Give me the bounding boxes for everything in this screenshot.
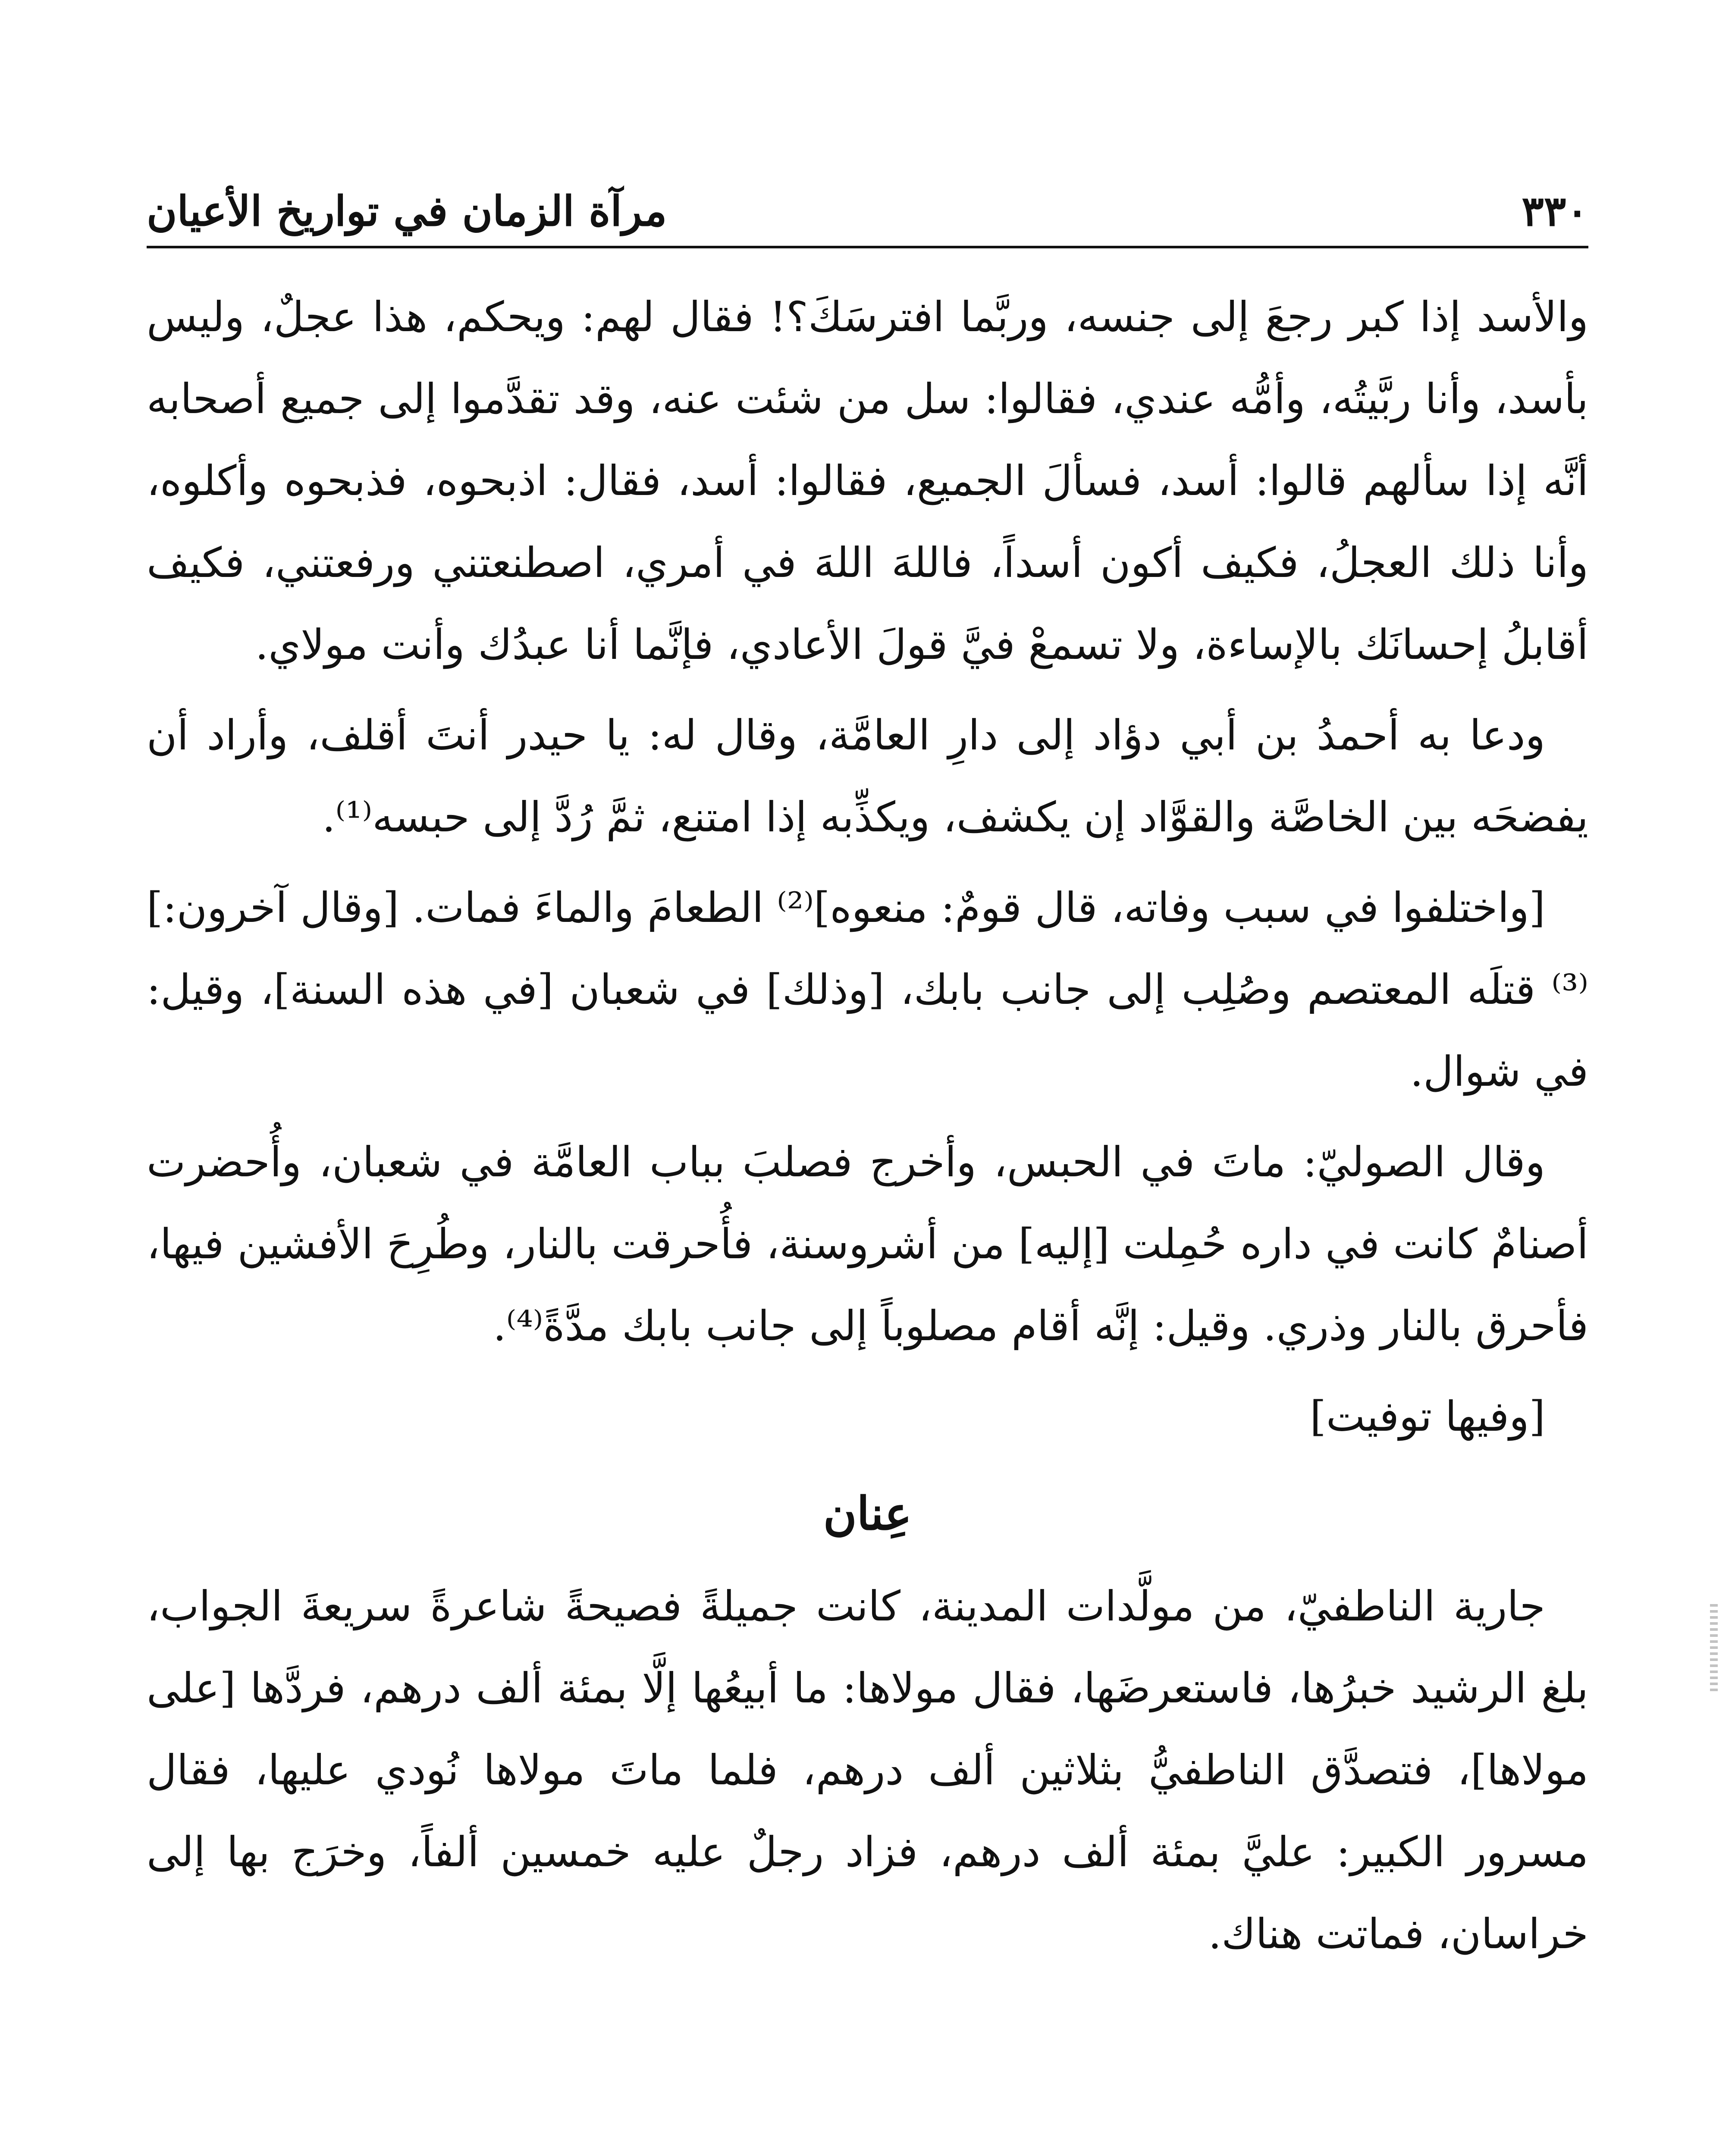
main-text <box>147 276 1588 1984</box>
page-header <box>147 181 1588 248</box>
running-title: مرآة الزمان في تواريخ الأعيان <box>147 187 667 235</box>
section-paragraph: جارية الناطفيّ، من مولَّدات المدينة، كانت جميلةً فصيحةً شاعرةً سريعةَ الجواب، بلغ الرشيد خبرُها، فاستعرضَها، فقال مولاها: ما أبيعُها إلَّا بمئة ألف درهم، فردَّها [على مولاها]، فتصدَّق الناطفيُّ بثلاثين ألف درهم، فلما ماتَ مولاها نُودي عليها، فقال مسرور الكبير: عليَّ بمئة ألف درهم، فزاد رجلٌ عليه خمسين ألفاً، وخرَج بها إلى خراسان، فماتت هناك. <box>147 1582 1589 1958</box>
section-title: عِنان <box>823 1486 912 1540</box>
margin-scan-mark <box>1710 1604 1718 1695</box>
paragraph-1: والأسد إذا كبر رجعَ إلى جنسه، وربَّما افترسَكَ؟! فقال لهم: ويحكم، هذا عجلٌ، وليس بأسد، وأنا ربَّيتُه، وأمُّه عندي، فقالوا: سل من شئت عنه، وقد تقدَّموا إلى جميع أصحابه أنَّه إذا سألهم قالوا: أسد، فسألَ الجميع، فقالوا: أسد، فقال: اذبحوه، فذبحوه وأكلوه، وأنا ذلك العجلُ، فكيف أكون أسداً، فاللهَ اللهَ في أمري، اصطنعتني ورفعتني، فكيف أقابلُ إحسانَك بالإساءة، ولا تسمعْ فيَّ قولَ الأعادي، فإنَّما أنا عبدُك وأنت مولاي. <box>147 293 1589 669</box>
paragraph-3: [واختلفوا في سبب وفاته، قال قومٌ: منعوه]⁽²⁾ الطعامَ والماءَ فمات. [وقال آخرون:]⁽³⁾ قتلَه المعتصم وصُلِب إلى جانب بابك، [وذلك] في شعبان [في هذه السنة]، وقيل: في شوال. <box>147 884 1589 1096</box>
paragraph-4: وقال الصوليّ: ماتَ في الحبس، وأخرج فصلبَ بباب العامَّة في شعبان، وأُحضرت أصنامٌ كانت في داره حُمِلت [إليه] من أشروسنة، فأُحرقت بالنار، وطُرِحَ الأفشين فيها، فأحرق بالنار وذري. وقيل: إنَّه أقام مصلوباً إلى جانب بابك مدَّةً⁽⁴⁾. <box>147 1138 1588 1350</box>
page-number: ٣٣٠ <box>1522 187 1588 235</box>
paragraph-5: [وفيها توفيت] <box>1310 1392 1545 1441</box>
paragraph-2: ودعا به أحمدُ بن أبي دؤاد إلى دارِ العامَّة، وقال له: يا حيدر أنتَ أقلف، وأراد أن يفضحَه بين الخاصَّة والقوَّاد إن يكشف، ويكذِّبه إذا امتنع، ثمَّ رُدَّ إلى حبسه⁽¹⁾. <box>147 711 1588 841</box>
